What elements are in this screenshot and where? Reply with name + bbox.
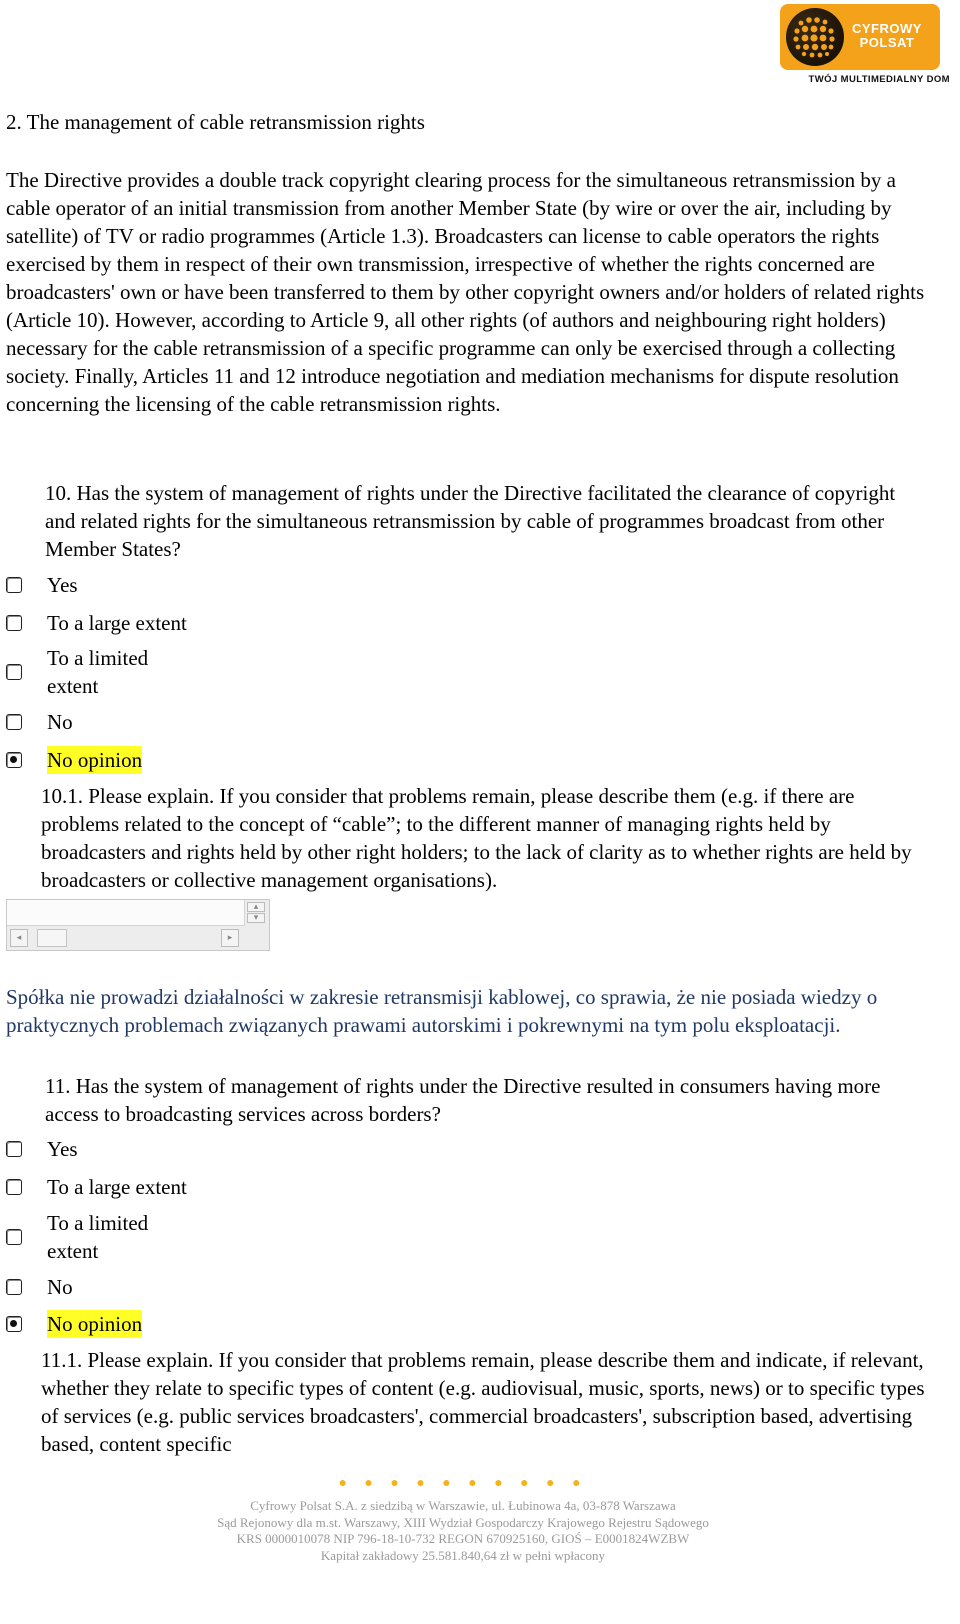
- footer-dots: ● ● ● ● ● ● ● ● ● ●: [338, 1476, 588, 1491]
- option-label: Yes: [47, 1137, 78, 1161]
- option-label: No opinion: [47, 1312, 143, 1336]
- section-title: 2. The management of cable retransmission rights: [6, 110, 425, 134]
- horizontal-scrollbar[interactable]: [7, 925, 245, 950]
- scroll-left-icon[interactable]: ◂: [10, 929, 28, 947]
- q10-text-area[interactable]: [6, 899, 270, 951]
- option-label: No opinion: [47, 748, 143, 772]
- scroll-thumb[interactable]: [37, 929, 67, 947]
- question-10: 10. Has the system of management of rights under the Directive facilitated the clearance of copyright and related rights for the simultaneous retransmission by cable of programmes broadcast from other Member States?: [45, 481, 896, 561]
- option-label: To a large extent: [47, 1175, 187, 1199]
- option-label: To a limited extent: [47, 1211, 149, 1263]
- question-11: 11. Has the system of management of rights under the Directive resulted in consumers having more access to broadcasting services across borders?: [45, 1074, 881, 1126]
- option-label: No: [47, 710, 73, 734]
- radio-button[interactable]: [6, 577, 22, 593]
- radio-button[interactable]: [6, 1179, 22, 1195]
- company-logo: [780, 4, 950, 86]
- scroll-up-icon[interactable]: ▴: [247, 902, 265, 912]
- footer-line-2: Sąd Rejonowy dla m.st. Warszawy, XIII Wydział Gospodarczy Krajowego Rejestru Sądowego: [217, 1514, 709, 1530]
- footer-line-3: KRS 0000010078 NIP 796-18-10-732 REGON 670925160, GIOŚ – E0001824WZBW: [236, 1531, 690, 1546]
- footer: [0, 1498, 926, 1564]
- logo-badge: [780, 4, 940, 70]
- option-label: To a limited extent: [47, 646, 149, 698]
- logo-brand-line2: POLSAT: [859, 35, 915, 50]
- scroll-right-icon[interactable]: ▸: [221, 929, 239, 947]
- logo-wordmark: [852, 22, 922, 50]
- radio-button[interactable]: [6, 1141, 22, 1157]
- radio-button[interactable]: [6, 714, 22, 730]
- radio-button-selected[interactable]: [6, 752, 22, 768]
- radio-button[interactable]: [6, 664, 22, 680]
- intro-paragraph: The Directive provides a double track copyright clearing process for the simultaneous retransmission by a cable operator of an initial transmission from another Member State (by wire or over the air, including by satellite) of TV or radio programmes (Article 1.3). Broadcasters can license to cable operators the rights exercised by them in respect of their own transmission, irrespective of whether the rights concerned are broadcasters' own or have been transferred to them by other copyright owners and/or holders of related rights (Article 10). However, according to Article 9, all other rights (of authors and neighbouring right holders) necessary for the cable retransmission of a specific programme can only be exercised through a collecting society. Finally, Articles 11 and 12 introduce negotiation and mediation mechanisms for dispute resolution concerning the licensing of the cable retransmission rights.: [6, 168, 925, 416]
- option-label: No: [47, 1275, 73, 1299]
- q10-answer-text: Spółka nie prowadzi działalności w zakresie retransmisji kablowej, co sprawia, że nie posiada wiedzy o praktycznych problemach związanych prawami autorskimi i pokrewnymi na tym polu eksploatacji.: [6, 985, 878, 1037]
- radio-button-selected[interactable]: [6, 1316, 22, 1332]
- scroll-down-icon[interactable]: ▾: [247, 913, 265, 923]
- logo-tagline: TWÓJ MULTIMEDIALNY DOM: [808, 74, 950, 85]
- radio-button[interactable]: [6, 1229, 22, 1245]
- logo-brand-line1: CYFROWY: [852, 21, 922, 36]
- option-label: Yes: [47, 573, 78, 597]
- vertical-scrollbar[interactable]: [244, 900, 269, 950]
- footer-line-1: Cyfrowy Polsat S.A. z siedzibą w Warszawie, ul. Łubinowa 4a, 03-878 Warszawa: [250, 1498, 676, 1513]
- globe-icon: [786, 8, 844, 66]
- footer-line-4: Kapitał zakładowy 25.581.840,64 zł w pełni wpłacony: [320, 1547, 606, 1563]
- q11-explain-prompt: 11.1. Please explain. If you consider that problems remain, please describe them and indicate, if relevant, whether they relate to specific types of content (e.g. audiovisual, music, sports, news) or to specific types of services (e.g. public services broadcasters', commercial broadcasters', subscription based, advertising based, content specific: [41, 1348, 925, 1456]
- radio-button[interactable]: [6, 1279, 22, 1295]
- radio-button[interactable]: [6, 615, 22, 631]
- option-label: To a large extent: [47, 611, 187, 635]
- q10-explain-prompt: 10.1. Please explain. If you consider that problems remain, please describe them (e.g. if there are problems related to the concept of “cable”; to the different manner of managing rights held by broadcasters and rights held by other right holders; to the lack of clarity as to whether rights are held by broadcasters or collective management organisations).: [41, 784, 912, 892]
